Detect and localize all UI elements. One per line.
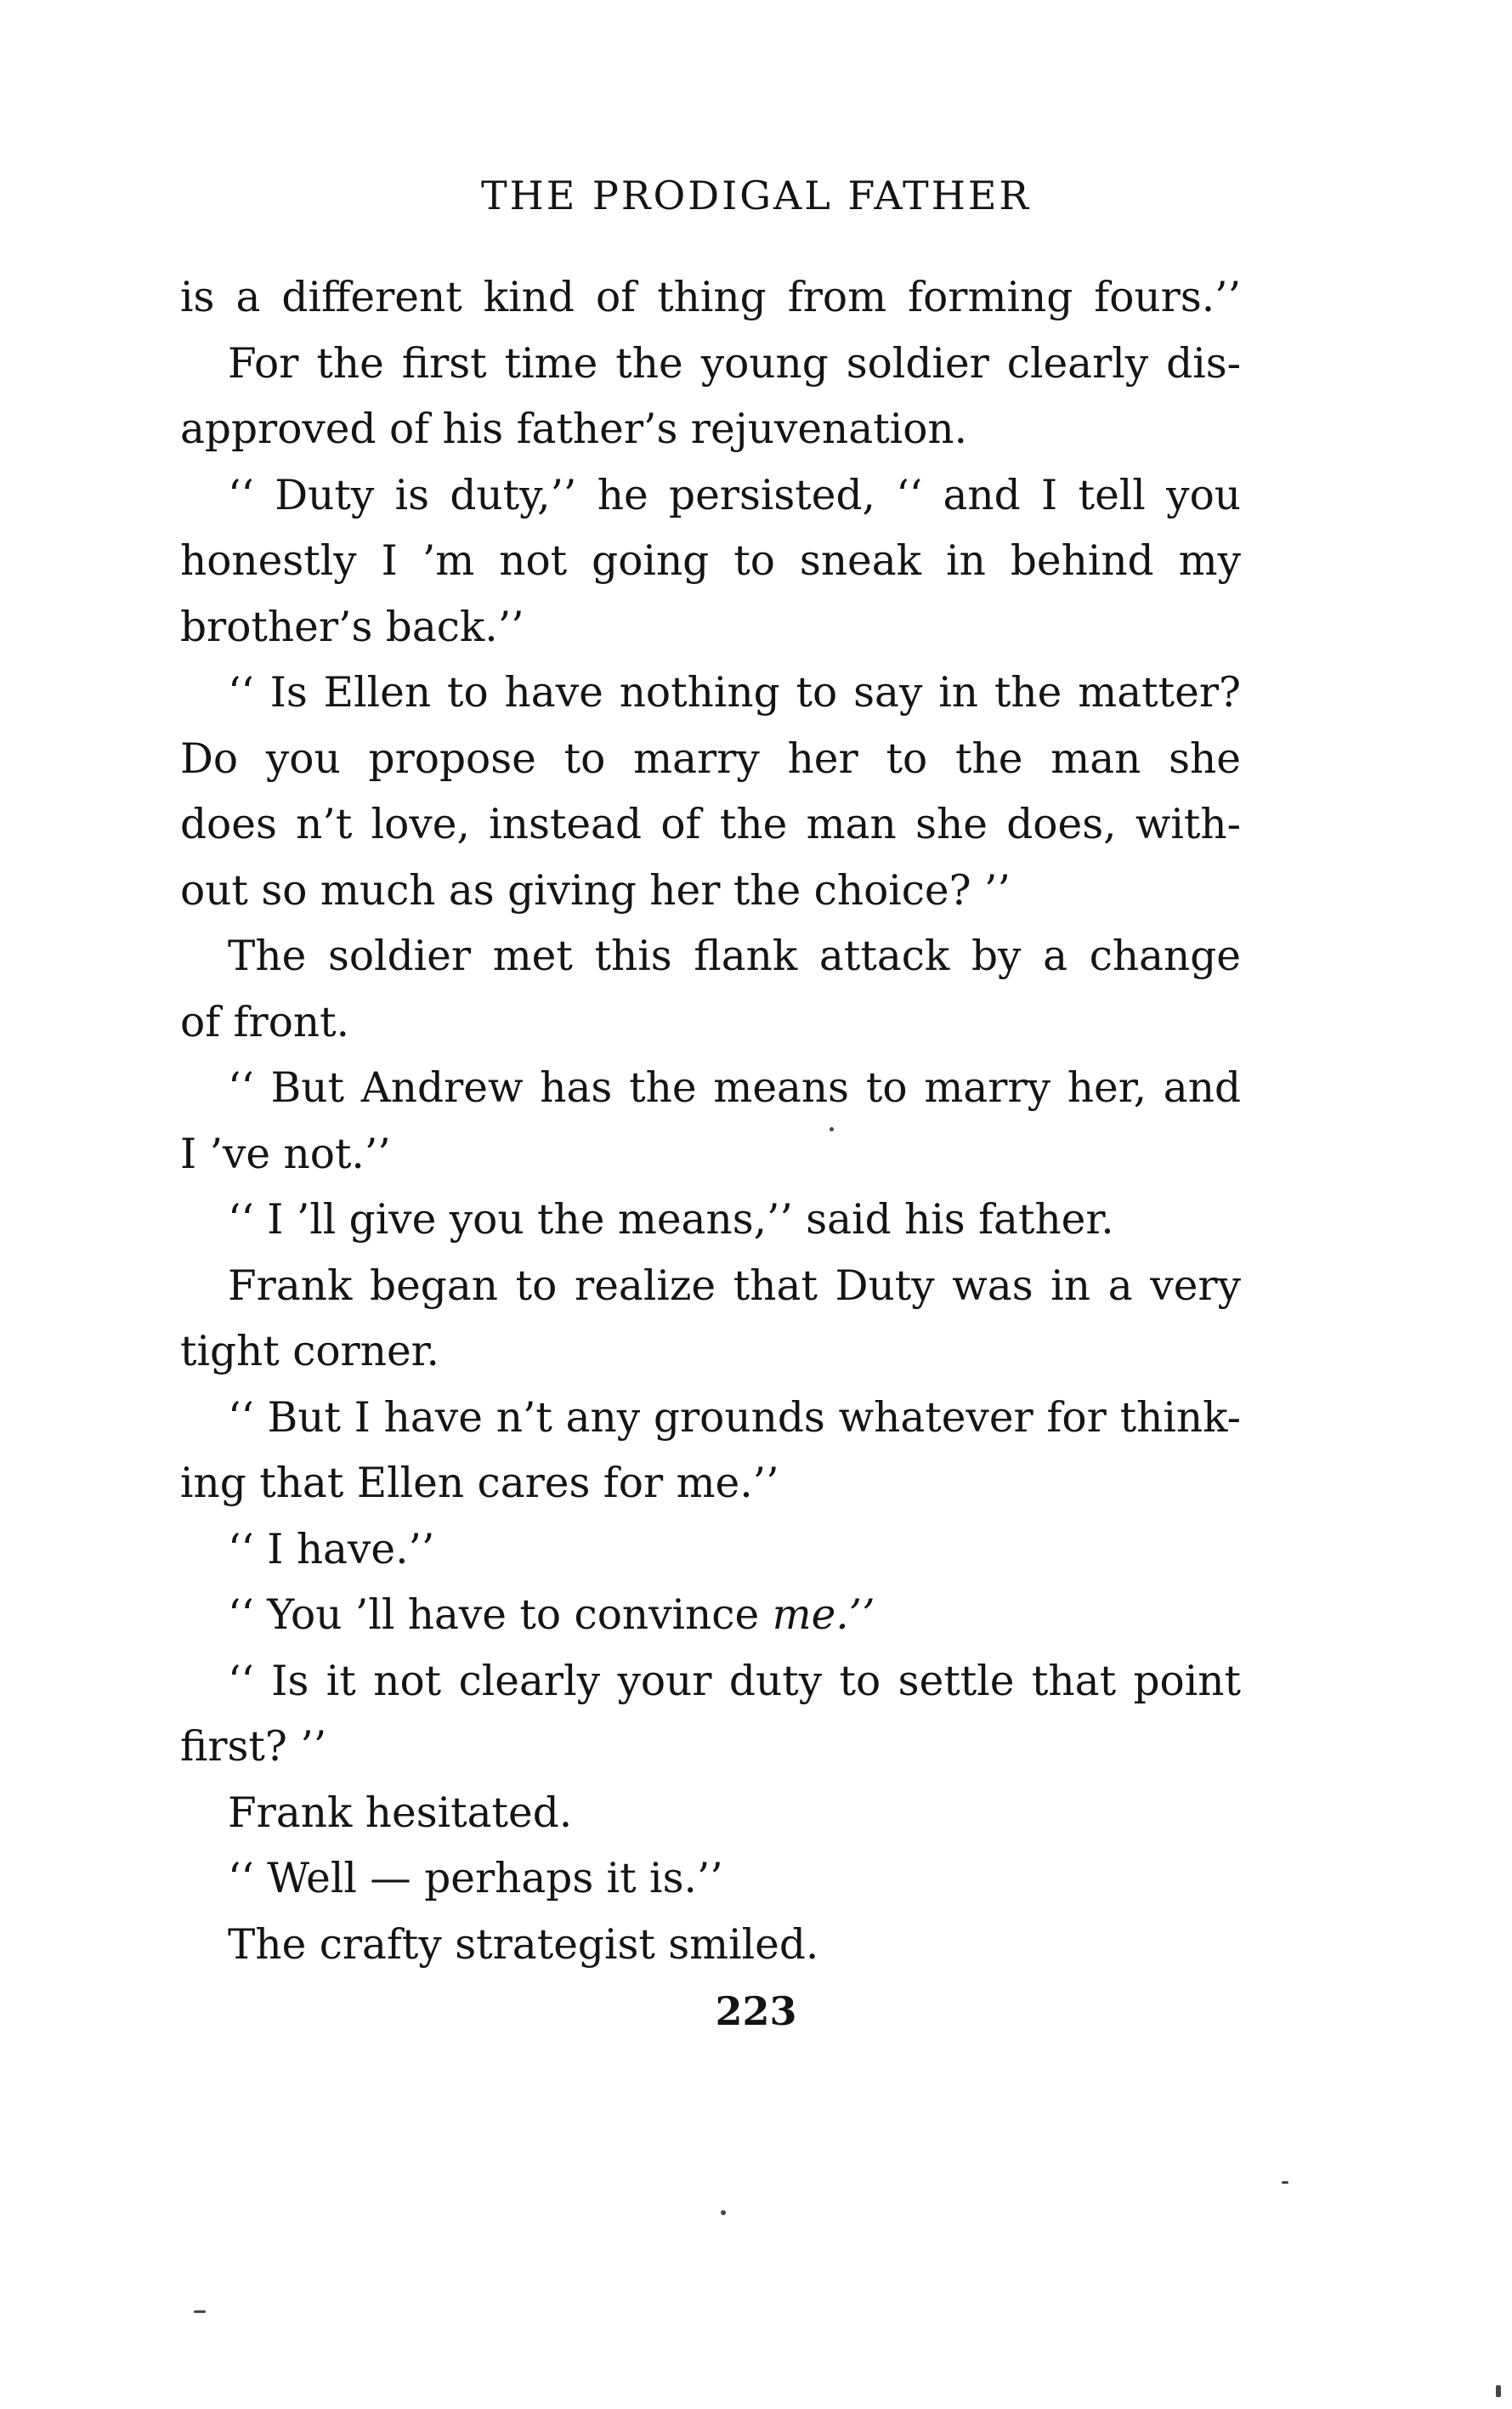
text-line-23: first? ’’ <box>180 1723 327 1771</box>
text-line-11: The soldier met this flank attack by a change <box>228 932 1241 980</box>
text-line-21-start: ‘‘ You ’ll have to convince <box>228 1591 773 1639</box>
scan-speck <box>721 2210 726 2215</box>
running-head: THE PRODIGAL FATHER <box>480 173 1032 218</box>
text-line-2: For the first time the young soldier clearly dis- <box>228 339 1241 388</box>
text-line-4: ‘‘ Duty is duty,’’ he persisted, ‘‘ and I tell you <box>228 471 1241 519</box>
text-line-25: ‘‘ Well — perhaps it is.’’ <box>228 1855 723 1902</box>
text-line-12: of front. <box>180 998 350 1046</box>
text-line-9: does n’t love, instead of the man she does, with- <box>180 801 1241 848</box>
text-line-16: Frank began to realize that Duty was in a very <box>228 1261 1241 1310</box>
scan-speck <box>194 2310 206 2313</box>
text-line-8: Do you propose to marry her to the man she <box>180 734 1241 783</box>
text-line-15: ‘‘ I ’ll give you the means,’’ said his father. <box>228 1196 1114 1244</box>
page-number: 223 <box>715 1988 797 2034</box>
text-line-14: I ’ve not.’’ <box>180 1130 391 1178</box>
scan-speck <box>830 1127 834 1131</box>
text-line-17: tight corner. <box>180 1328 439 1375</box>
text-line-13: ‘‘ But Andrew has the means to marry her, and <box>228 1064 1241 1112</box>
text-line-10: out so much as giving her the choice? ’’ <box>180 866 1011 915</box>
scan-speck <box>1496 2385 1501 2397</box>
body-text <box>180 265 1241 1978</box>
text-line-26: The crafty strategist smiled. <box>228 1920 819 1969</box>
text-line-18: ‘‘ But I have n’t any grounds whatever for think- <box>228 1393 1241 1442</box>
emphasized-word: me.’’ <box>772 1591 875 1639</box>
text-line-22: ‘‘ Is it not clearly your duty to settle that point <box>228 1657 1241 1705</box>
text-line-24: Frank hesitated. <box>228 1788 573 1837</box>
text-line-6: brother’s back.’’ <box>180 603 524 651</box>
text-line-19: ing that Ellen cares for me.’’ <box>180 1460 779 1507</box>
text-line-1: is a different kind of thing from forming fours.’’ <box>180 274 1241 321</box>
text-line-21 <box>180 1583 1241 1649</box>
text-line-3: approved of his father’s rejuvenation. <box>180 405 968 453</box>
text-line-20: ‘‘ I have.’’ <box>228 1525 435 1573</box>
text-line-7: ‘‘ Is Ellen to have nothing to say in the matter? <box>228 669 1241 717</box>
text-line-5: honestly I ’m not going to sneak in behind my <box>180 537 1241 585</box>
scan-speck <box>1282 2181 1288 2184</box>
